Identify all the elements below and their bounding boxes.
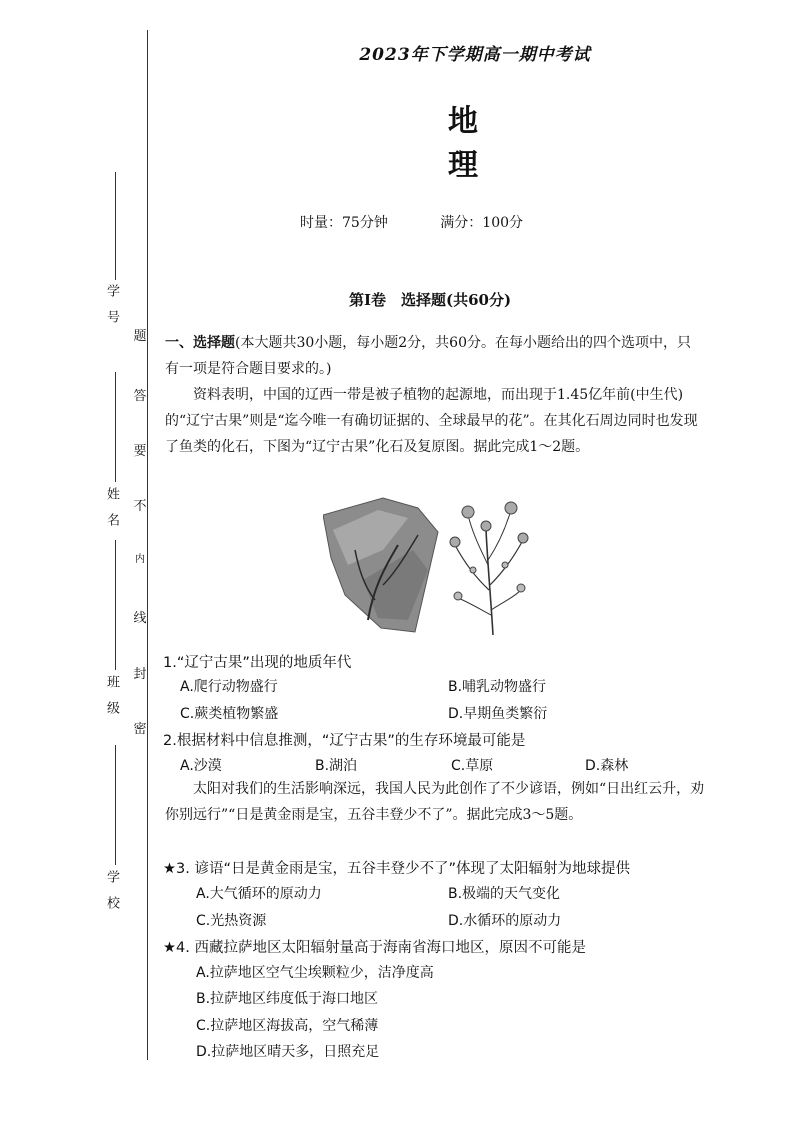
material-1: 资料表明，中国的辽西一带是被子植物的起源地，而出现于1.45亿年前(中生代)的“辽宁古果”则是“迄今唯一有确切证据的、全球最早的花”。在其化石周边同时也发现了鱼类的化石，下图为“辽宁古果”化石及复原图。据此完成1～2题。 [165, 387, 698, 455]
reconstruction-drawing [450, 502, 528, 635]
name-label: 姓 名 [104, 487, 119, 526]
seal-char: 题 [133, 329, 147, 344]
q4-option-c: C.拉萨地区海拔高，空气稀薄 [196, 1018, 379, 1034]
part-heading: 一、选择题 [165, 335, 235, 351]
question-4-stem: ★4. 西藏拉萨地区太阳辐射量高于海南省海口地区，原因不可能是 [163, 940, 586, 956]
class-label: 班 级 [104, 675, 119, 714]
q3-option-b: B.极端的天气变化 [448, 886, 561, 902]
exam-title: 2023年下学期高一期中考试 [359, 45, 591, 65]
seal-char: 要 [133, 444, 147, 459]
class-blank [115, 540, 116, 670]
seal-char: 线 [133, 611, 147, 626]
fossil-photo [323, 498, 438, 632]
question-3-stem: ★3. 谚语“日是黄金雨是宝，五谷丰登少不了”体现了太阳辐射为地球提供 [163, 861, 630, 877]
school-label: 学 校 [104, 870, 119, 909]
seal-char: 密 [133, 722, 147, 737]
subject-title: 地 理 [448, 104, 512, 183]
question-2-stem: 2.根据材料中信息推测，“辽宁古果”的生存环境最可能是 [163, 733, 526, 749]
q2-option-c: C.草原 [451, 758, 494, 774]
q2-option-b: B.湖泊 [315, 758, 358, 774]
part-instruction [165, 330, 700, 382]
q3-option-d: D.水循环的原动力 [448, 913, 562, 929]
q1-option-b: B.哺乳动物盛行 [448, 679, 547, 695]
fossil-figure [323, 490, 538, 640]
q1-option-a: A.爬行动物盛行 [180, 679, 278, 695]
q3-option-a: A.大气循环的原动力 [196, 886, 322, 902]
student-no-label: 学 号 [104, 284, 119, 323]
q2-option-d: D.森林 [585, 758, 629, 774]
seal-char: 内 [135, 554, 145, 565]
q1-option-c: C.蕨类植物繁盛 [180, 706, 279, 722]
name-blank [115, 372, 116, 482]
time-limit: 时量：75分钟 [300, 215, 388, 231]
q1-option-d: D.早期鱼类繁衍 [448, 706, 548, 722]
question-1-stem: 1.“辽宁古果”出现的地质年代 [163, 655, 352, 671]
seal-char: 不 [133, 499, 147, 514]
student-no-blank [115, 172, 116, 280]
seal-char: 答 [133, 389, 147, 404]
q4-option-d: D.拉萨地区晴天多，日照充足 [196, 1044, 380, 1060]
q4-option-a: A.拉萨地区空气尘埃颗粒少，洁净度高 [196, 965, 434, 981]
q4-option-b: B.拉萨地区纬度低于海口地区 [196, 991, 379, 1007]
binding-line [147, 30, 148, 1060]
q2-option-a: A.沙漠 [180, 758, 222, 774]
seal-char: 封 [133, 667, 147, 682]
material-2: 太阳对我们的生活影响深远，我国人民为此创作了不少谚语，例如“日出红云升，劝你别远行”“日是黄金雨是宝，五谷丰登少不了”。据此完成3～5题。 [165, 781, 705, 823]
school-blank [115, 745, 116, 865]
full-score: 满分：100分 [440, 215, 524, 231]
part-instruction-text: (本大题共30小题，每小题2分，共60分。在每小题给出的四个选项中，只有一项是符合题目要求的。) [165, 335, 691, 377]
section-title: 第Ⅰ卷 选择题(共60分) [348, 291, 512, 309]
exam-meta [300, 212, 523, 232]
q3-option-c: C.光热资源 [196, 913, 267, 929]
